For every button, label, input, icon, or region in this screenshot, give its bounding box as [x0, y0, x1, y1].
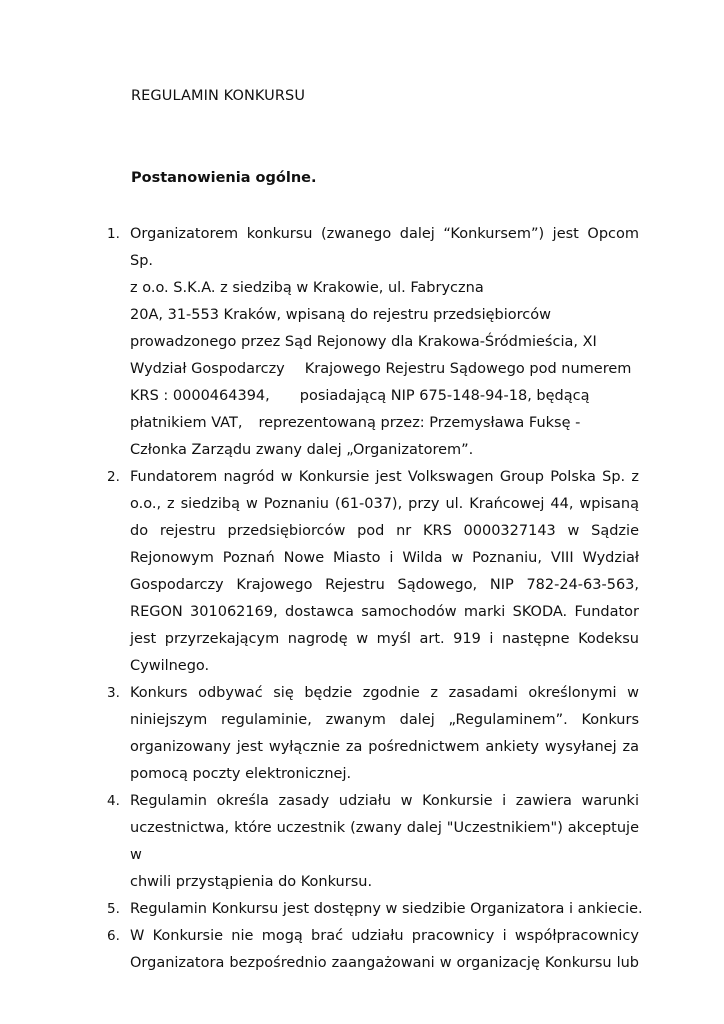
item-line-group: [130, 356, 639, 383]
item-number: 6.: [107, 928, 120, 944]
list-item: [0, 788, 639, 896]
item-line-segment: reprezentowaną przez: Przemysława Fuksę -: [258, 415, 581, 431]
item-line: o.o., z siedzibą w Poznaniu (61-037), przy ul. Krańcowej 44, wpisaną: [130, 496, 639, 512]
item-line-segment: Krajowego Rejestru Sądowego pod numerem: [304, 361, 632, 377]
item-line: W Konkursie nie mogą brać udziału pracownicy i współpracownicy: [130, 928, 639, 944]
item-line: niniejszym regulaminie, zwanym dalej „Regulaminem”. Konkurs: [130, 712, 639, 728]
item-line: jest przyrzekającym nagrodę w myśl art. 919 i następne Kodeksu: [130, 631, 639, 647]
item-line: chwili przystąpienia do Konkursu.: [130, 874, 373, 890]
list-item: [0, 680, 639, 788]
item-line-segment: płatnikiem VAT,: [130, 415, 243, 431]
list-item: [0, 923, 639, 977]
list-item: [0, 896, 643, 923]
item-number: 3.: [107, 685, 120, 701]
section-heading: Postanowienia ogólne.: [131, 170, 317, 186]
item-line: organizowany jest wyłącznie za pośrednictwem ankiety wysyłanej za: [130, 739, 639, 755]
item-number: 4.: [107, 793, 120, 809]
item-line-group: [130, 410, 639, 437]
item-line: Rejonowym Poznań Nowe Miasto i Wilda w Poznaniu, VIII Wydział: [130, 550, 639, 566]
item-number: 1.: [107, 226, 120, 242]
item-line-segment: KRS : 0000464394,: [130, 388, 270, 404]
document-title: REGULAMIN KONKURSU: [131, 88, 306, 104]
item-line: Regulamin określa zasady udziału w Konkursie i zawiera warunki: [130, 793, 639, 809]
item-line: Regulamin Konkursu jest dostępny w siedzibie Organizatora i ankiecie.: [130, 901, 643, 917]
item-number: 5.: [107, 901, 120, 917]
item-line: Gospodarczy Krajowego Rejestru Sądowego, NIP 782-24-63-563,: [130, 577, 639, 593]
list-item: [0, 464, 639, 680]
item-line: Fundatorem nagród w Konkursie jest Volkswagen Group Polska Sp. z: [130, 469, 639, 485]
item-line: Konkurs odbywać się będzie zgodnie z zasadami określonymi w: [130, 685, 639, 701]
item-line: Organizatora bezpośrednio zaangażowani w organizację Konkursu lub: [130, 955, 639, 971]
item-line: 20A, 31-553 Kraków, wpisaną do rejestru przedsiębiorców: [130, 307, 552, 323]
item-line: prowadzonego przez Sąd Rejonowy dla Krakowa-Śródmieścia, XI: [130, 334, 597, 350]
item-line-group: [130, 383, 639, 410]
item-line: uczestnictwa, które uczestnik (zwany dalej "Uczestnikiem") akceptuje w: [130, 820, 639, 863]
item-line: z o.o. S.K.A. z siedzibą w Krakowie, ul. Fabryczna: [130, 280, 484, 296]
item-line: do rejestru przedsiębiorców pod nr KRS 0000327143 w Sądzie: [130, 523, 639, 539]
item-line: REGON 301062169, dostawca samochodów marki SKODA. Fundator: [130, 604, 639, 620]
item-number: 2.: [107, 469, 120, 485]
list-item: [0, 221, 639, 464]
item-line-segment: posiadającą NIP 675-148-94-18, będącą: [299, 388, 590, 404]
item-line: pomocą poczty elektronicznej.: [130, 766, 352, 782]
item-line: Członka Zarządu zwany dalej „Organizatorem”.: [130, 442, 474, 458]
regulations-list: [0, 221, 724, 977]
item-line: Organizatorem konkursu (zwanego dalej “Konkursem”) jest Opcom Sp.: [130, 226, 639, 269]
item-line-segment: Wydział Gospodarczy: [130, 361, 285, 377]
item-line: Cywilnego.: [130, 658, 210, 674]
